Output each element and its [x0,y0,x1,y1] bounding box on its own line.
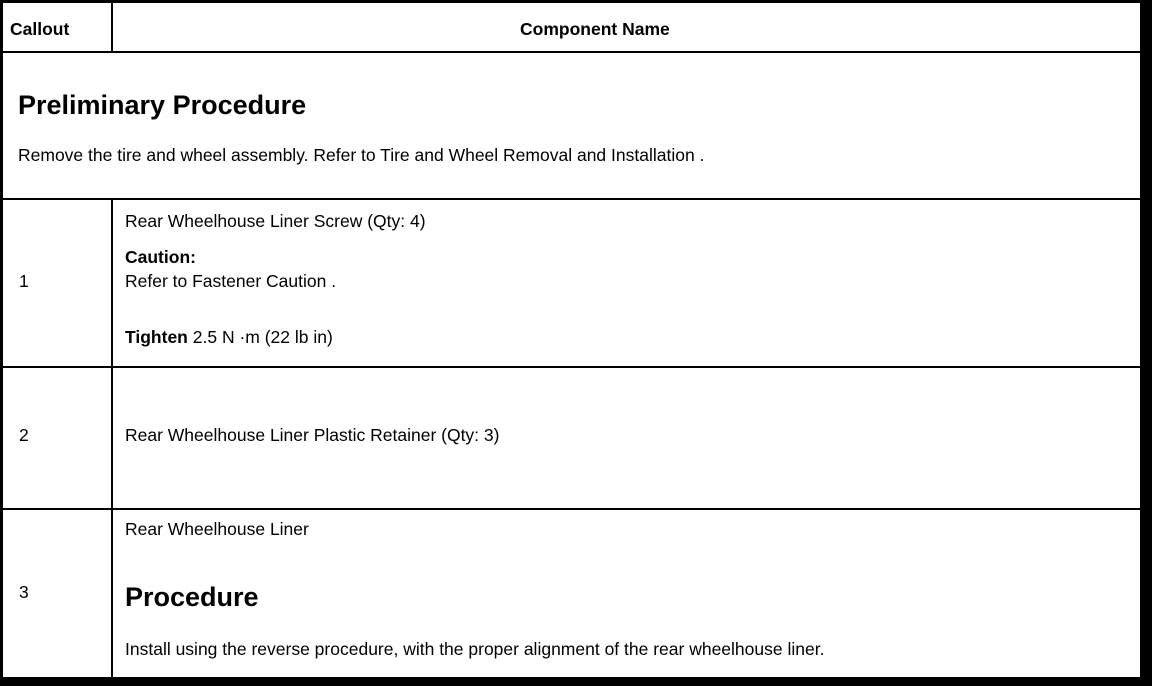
row1-caution-label: Caution: [125,247,196,267]
row3-procedure-text: Install using the reverse procedure, with the proper alignment of the rear wheelhouse liner. [125,639,825,659]
header-bottom-line [0,51,1140,53]
header-callout: Callout [10,19,70,39]
row3-name: Rear Wheelhouse Liner [125,519,309,539]
row3-procedure-heading: Procedure [125,582,259,612]
row2-callout: 2 [19,425,29,445]
preliminary-heading: Preliminary Procedure [18,90,307,120]
row1-callout: 1 [19,271,29,291]
row3-callout: 3 [19,582,29,602]
row2-bottom-line [0,508,1140,510]
row1-tighten-label: Tighten [125,327,188,347]
table-bottom-border [0,680,1152,686]
callout-column-divider [111,198,113,680]
table-right-border [1143,0,1152,686]
row1-name: Rear Wheelhouse Liner Screw (Qty: 4) [125,211,426,231]
preliminary-text: Remove the tire and wheel assembly. Refer to Tire and Wheel Removal and Installation . [18,145,705,165]
row1-caution-text: Refer to Fastener Caution . [125,271,337,291]
row1-tighten [125,327,333,348]
row1-bottom-line [0,366,1140,368]
header-component-name: Component Name [520,19,670,39]
preliminary-bottom-line [0,198,1140,200]
header-divider [111,0,113,52]
row2-name: Rear Wheelhouse Liner Plastic Retainer (Qty: 3) [125,425,500,445]
row1-tighten-value: 2.5 N ·m (22 lb in) [192,327,333,347]
